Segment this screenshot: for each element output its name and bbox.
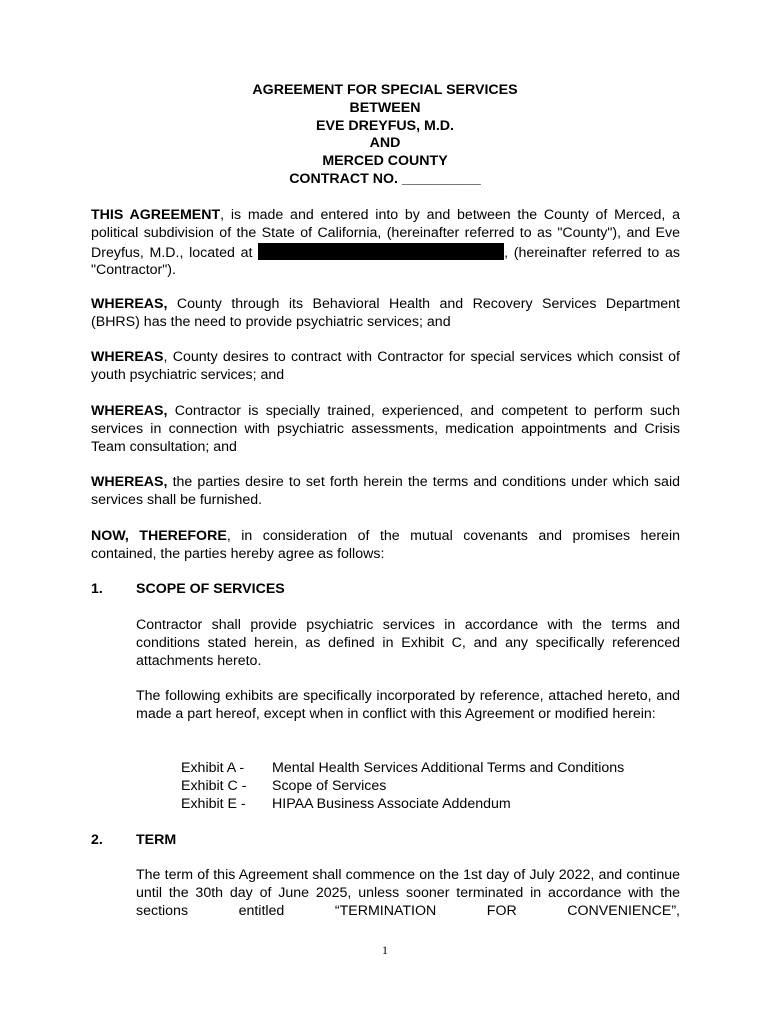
section-number: 1. — [91, 581, 103, 597]
exhibit-item — [181, 778, 624, 796]
intro-text-2: , (hereinafter referred to as "Contractor"). — [91, 244, 680, 279]
page-number: 1 — [382, 943, 388, 957]
now-lead: NOW, THEREFORE — [91, 528, 227, 544]
now-text: , in consideration of the mutual covenants and promises herein contained, the parties hereby agree as follows: — [91, 528, 680, 562]
section-number: 2. — [91, 832, 103, 848]
exhibit-label: Exhibit A - — [181, 760, 245, 776]
exhibit-list — [181, 760, 624, 813]
whereas-paragraph-2 — [91, 349, 680, 385]
section-1-paragraph-1: Contractor shall provide psychiatric services in accordance with the terms and conditions stated herein, as defined in Exhibit C, and any specifically referenced attachments hereto. — [136, 617, 680, 669]
whereas-lead: WHEREAS — [91, 349, 164, 365]
whereas-text: the parties desire to set forth herein the terms and conditions under which said services shall be furnished. — [91, 474, 680, 508]
intro-lead: THIS AGREEMENT — [91, 207, 221, 223]
now-therefore-paragraph — [91, 528, 680, 564]
section-2-paragraph-1: The term of this Agreement shall commence on the 1st day of July 2022, and continue until the 30th day of June 2025, unless sooner terminated in accordance with the sections entitled “TERMINATION FOR CONVENIENCE”, — [136, 867, 680, 919]
section-2-heading — [91, 832, 176, 850]
whereas-text: County through its Behavioral Health and Recovery Services Department (BHRS) has the need to provide psychiatric services; and — [91, 296, 680, 330]
exhibit-label: Exhibit C - — [181, 777, 247, 794]
section-title: SCOPE OF SERVICES — [136, 581, 285, 597]
section-1-paragraph-2: The following exhibits are specifically incorporated by reference, attached hereto, and made a part hereof, except when in conflict with this Agreement or modified herein: — [136, 688, 680, 722]
intro-text-1: , is made and entered into by and between the County of Merced, a political subdivision of the State of California, (hereinafter referred to as "County"), and Eve Dreyfus, M.D., located at — [91, 207, 680, 261]
whereas-lead: WHEREAS, — [91, 403, 168, 419]
intro-paragraph — [91, 207, 680, 280]
header-party-contractor: EVE DREYFUS, M.D. — [316, 117, 454, 134]
whereas-text: , County desires to contract with Contractor for special services which consist of youth psychiatric services; and — [91, 349, 680, 383]
whereas-paragraph-4 — [91, 474, 680, 510]
whereas-text: Contractor is specially trained, experienced, and competent to perform such services in connection with psychiatric assessments, medication appointments and Crisis Team consultation; and — [91, 403, 680, 455]
exhibit-label: Exhibit E - — [181, 795, 246, 812]
section-1-heading — [91, 581, 285, 599]
header-between: BETWEEN — [349, 99, 421, 116]
whereas-paragraph-1 — [91, 296, 680, 332]
exhibit-item — [181, 760, 624, 778]
exhibit-description: Mental Health Services Additional Terms and Conditions — [272, 760, 625, 776]
section-title: TERM — [136, 832, 177, 848]
agreement-header — [0, 82, 770, 189]
header-title: AGREEMENT FOR SPECIAL SERVICES — [252, 82, 518, 98]
whereas-lead: WHEREAS, — [91, 296, 168, 312]
exhibit-item — [181, 796, 624, 814]
whereas-paragraph-3 — [91, 403, 680, 456]
redacted-address-block — [258, 243, 504, 260]
header-party-county: MERCED COUNTY — [322, 153, 448, 170]
exhibit-description: HIPAA Business Associate Addendum — [272, 795, 511, 812]
exhibit-description: Scope of Services — [272, 777, 387, 794]
header-contract-number: CONTRACT NO. __________ — [289, 170, 481, 187]
whereas-lead: WHEREAS, — [91, 474, 168, 490]
header-and: AND — [369, 135, 401, 152]
